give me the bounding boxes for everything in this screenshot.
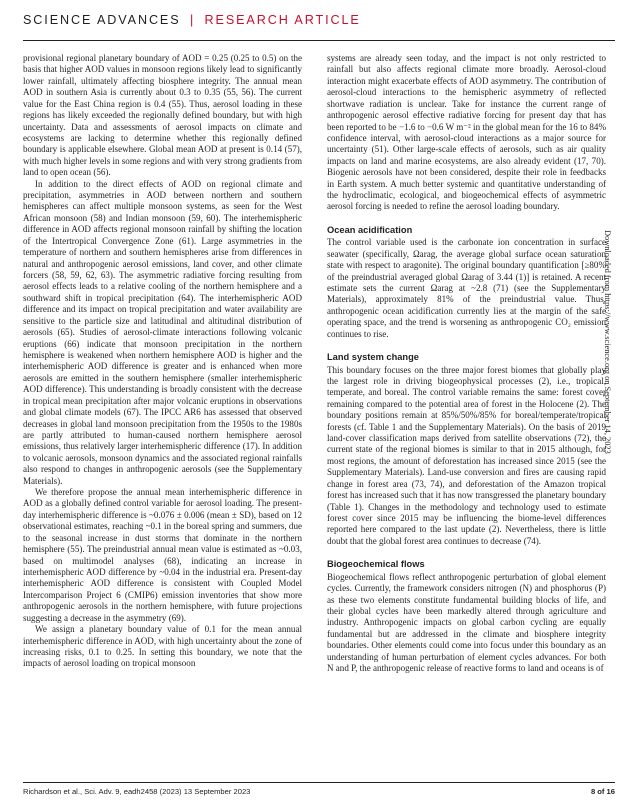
section-heading-biogeochemical-flows: Biogeochemical flows: [327, 559, 425, 570]
left-column: [23, 53, 302, 670]
download-watermark: Downloaded from https://www.science.org on September 14, 2023: [603, 230, 612, 454]
page-header: [23, 13, 361, 33]
section-heading-ocean-acidification: Ocean acidification: [327, 224, 413, 235]
body-paragraph: Biogeochemical flows reflect anthropogenic perturbation of global element cycles. Currently, the framework considers nitrogen (N) and phosphorus (P) as these two elements constitute fundamental building blocks of life, and their global cycles have been markedly altered through agriculture and industry. Anthropogenic impacts on global carbon cycling are equally fundamental but are addressed in the climate and biosphere integrity boundaries. Other elements could come into focus under this boundary as an understanding of human perturbation of element cycles advances. For both N and P, the anthropogenic release of reactive forms to land and oceans is of: [327, 571, 606, 674]
article-citation: Richardson et al., Sci. Adv. 9, eadh2458 (2023) 13 September 2023: [23, 787, 251, 796]
page-footer: [23, 782, 615, 796]
header-separator: |: [189, 13, 196, 27]
body-paragraph: provisional regional planetary boundary of AOD = 0.25 (0.25 to 0.5) on the basis that higher AOD values in monsoon regions likely lead to significantly lower rainfall, ultimately affecting biosphere integrity. The annual mean AOD in southern Asia is currently about 0.3 to 0.35 (55, 56). The current value for the East China region is 0.4 (55). Thus, aerosol loading in these regions has likely exceeded the regionally defined boundary, but with high uncertainty. Data and assessments of aerosol impacts on climate and ecosystems are lacking to determine whether this regionally defined boundary is applicable elsewhere. Global mean AOD at present is 0.14 (57), with much higher levels in some regions and with very strong gradients from land to open ocean (56).: [23, 53, 302, 178]
journal-name: SCIENCE ADVANCES: [23, 13, 181, 27]
article-type: RESEARCH ARTICLE: [204, 13, 361, 27]
right-column: [327, 53, 606, 674]
section-heading-land-system-change: Land system change: [327, 352, 419, 363]
body-paragraph: We therefore propose the annual mean interhemispheric difference in AOD as a globally defined control variable for aerosol loading. The present-day interhemispheric difference is ~0.076 ± 0.006 (mean ± SD), based on 12 observational estimates, reaching ~0.1 in the boreal spring and summers, due to the seasonal increase in dust storms that dominate in the northern hemisphere (55). The preindustrial annual mean value is estimated as ~0.03, based on multimodel analyses (68), indicating an increase in interhemispheric AOD difference by ~0.04 in the industrial era. Present-day interhemispheric AOD difference is consistent with Coupled Model Intercomparison Project 6 (CMIP6) emission inventories that show more anthropogenic aerosols in the northern hemisphere, with future projections suggesting a decrease in the asymmetry (69).: [23, 487, 302, 623]
body-paragraph: We assign a planetary boundary value of 0.1 for the mean annual interhemispheric difference in AOD, with high uncertainty about the zone of increasing risks, 0.1 to 0.25. In setting this boundary, we note that the impacts of aerosol loading on tropical monsoon: [23, 624, 302, 669]
body-paragraph: This boundary focuses on the three major forest biomes that globally play the largest role in driving biogeophysical processes (2), i.e., tropical, temperate, and boreal. The control variable remains the same: forest cover remaining compared to the potential area of forest in the Holocene (2). The boundary positions remain at 85%/50%/85% for boreal/temperate/tropical forests (cf. Table 1 and the Supplementary Materials). On the basis of 2019 land-cover classification maps derived from satellite observations (72), the current state of the regional biomes is similar to that in 2015 although, for most regions, the amount of deforestation has increased since 2015 (see the Supplementary Materials). Land-use conversion and fires are causing rapid change in forest area (73, 74), and deforestation of the Amazon tropical forest has increased such that it has now transgressed the planetary boundary (Table 1). Changes in the methodology and technology used to estimate forest cover since 2015 may be influencing the biome-level differences reported here compared to the last update (2). Nevertheless, there is little doubt that the global forest area continues to decrease (74).: [327, 364, 606, 546]
body-paragraph: The control variable used is the carbonate ion concentration in surface seawater (specifically, Ωarag, the average global surface ocean saturation state with respect to aragonite). The original boundary quantification [≥80% of the preindustrial averaged global Ωarag of 3.44 (1)] is retained. A recent estimate sets the current Ωarag at ~2.8 (71) (see the Supplementary Materials), approximately 81% of the preindustrial value. Thus, anthropogenic ocean acidification currently lies at the margin of the safe operating space, and the trend is worsening as anthropogenic CO₂ emission continues to rise.: [327, 237, 606, 339]
page-number: 8 of 16: [590, 787, 615, 796]
body-paragraph: In addition to the direct effects of AOD on regional climate and precipitation, asymmetries in AOD between northern and southern hemispheres can affect multiple monsoon systems, as seen for the West African monsoon (58) and Indian monsoon (59, 60). The interhemispheric difference in AOD affects regional monsoon rainfall by shifting the location of the Intertropical Convergence Zone (61). Large asymmetries in the temperature of northern and southern hemispheres arise from differences in natural and anthropogenic aerosol emissions, land cover, and other climate forcers (58, 59, 62, 63). The asymmetric radiative forcing resulting from aerosol effects leads to a relative cooling of the northern hemisphere and a southward shift in tropical precipitation (64). The interhemispheric AOD difference and its impact on tropical precipitation and water availability are sensitive to the particle size and latitudinal and altitudinal distribution of aerosols (65). Studies of aerosol-climate interactions following volcanic eruptions (66) indicate that monsoon precipitation in the northern hemisphere is weakened when northern hemisphere AOD is higher and the interhemispheric AOD difference is greater and is enhanced when more aerosols are emitted in the southern hemisphere (smaller interhemispheric AOD difference). This understanding is broadly consistent with the decrease in tropical mean precipitation after major volcanic eruptions in observations and global climate models (67). The IPCC AR6 has assessed that observed decreases in global land monsoon precipitation from the 1950s to the 1980s are partly attributed to human-caused northern hemisphere aerosol emissions, thus relatively larger interhemispheric difference (17). In addition to volcanic aerosols, monsoon dynamics and the associated regional rainfalls also respond to changes in anthropogenic aerosols (see the Supplementary Materials).: [23, 178, 302, 486]
header-rule: [23, 40, 615, 41]
body-paragraph: systems are already seen today, and the impact is not only restricted to rainfall but also affects regional climate more broadly. Aerosol-cloud interaction might exacerbate effects of AOD asymmetry. The contribution of aerosol-cloud interactions to the hemispheric asymmetry of reflected shortwave radiation is unclear. Take for instance the current range of anthropogenic aerosol effective radiative forcing for present day that has been reported to be −1.6 to −0.6 W m⁻² in the global mean for the 16 to 84% confidence interval, with aerosol-cloud interactions as a major source for uncertainty (51). Other large-scale effects of aerosols, such as air quality impacts on land and marine ecosystems, are also already evident (17, 70). Biogenic aerosols have not been considered, despite their role in feedbacks in Earth system. A much better systemic and quantitative understanding of the hydroclimatic, ecological, and biogeochemical effects of asymmetric aerosol forcing is needed to refine the aerosol loading boundary.: [327, 53, 606, 212]
